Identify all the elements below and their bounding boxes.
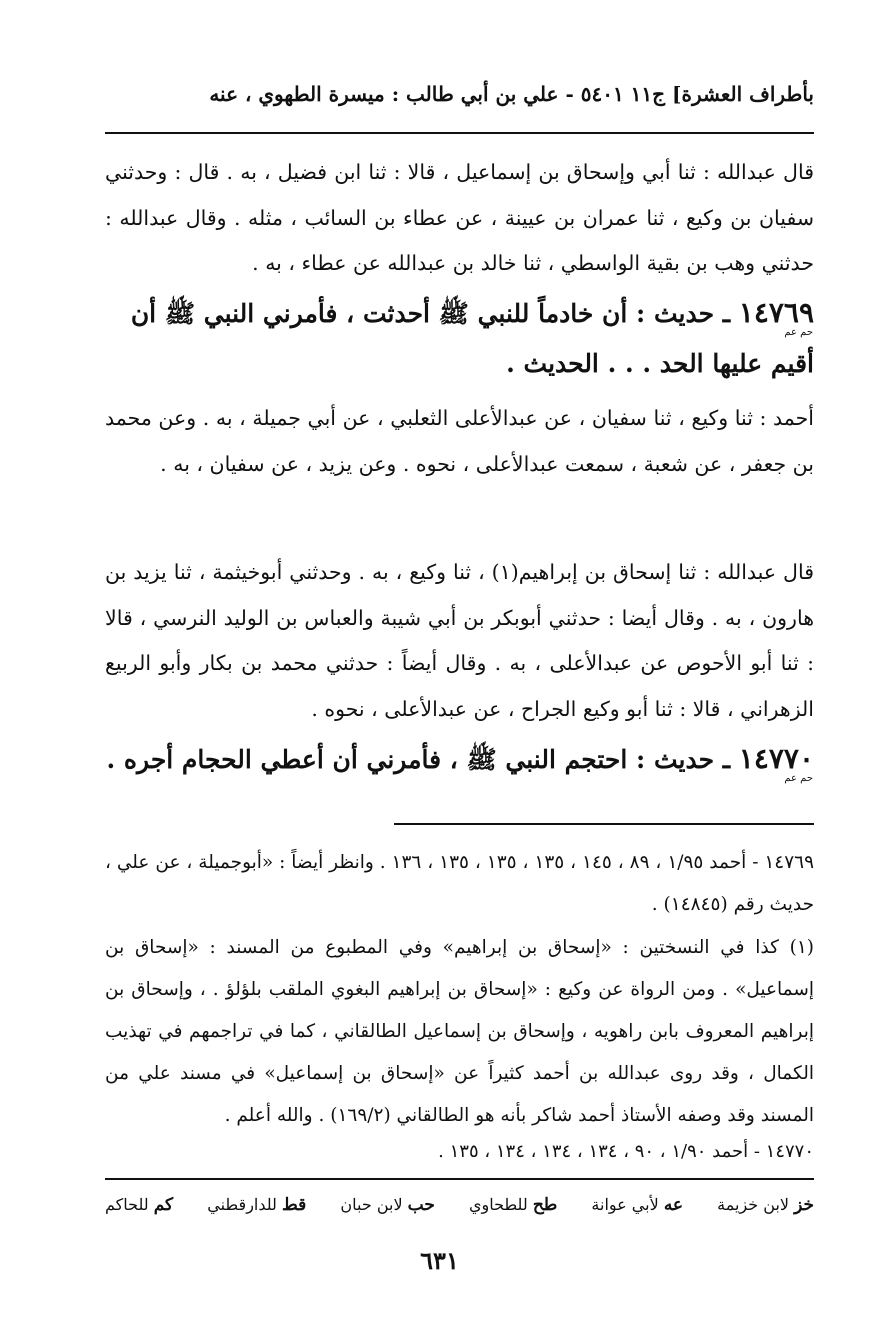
sigla-code: خز (794, 1195, 814, 1215)
sigla-code: طح (532, 1195, 558, 1215)
footnote-14769: ١٤٧٦٩ - أحمد ١/٩٥ ، ٨٩ ، ١٤٥ ، ١٣٥ ، ١٣٥ ، ١٣٥ ، ١٣٦ . وانظر أيضاً : «أبوجميلة ، عن علي ، حديث رقم (١٤٨٤٥) . (105, 852, 815, 915)
page-number: ٦٣١ (420, 1246, 459, 1275)
sigla-code: قط (282, 1195, 307, 1215)
sigla-key (105, 1190, 814, 1220)
sigla-key-item (105, 1190, 173, 1220)
sigla-label: لابن حبان (340, 1195, 403, 1214)
footnote-1: (١) كذا في النسختين : «إسحاق بن إبراهيم» وفي المطبوع من المسند : «إسحاق بن إسماعيل» . ومن الرواة عن وكيع : «إسحاق بن إبراهيم البغوي الملقب بلؤلؤ . ، وإسحاق بن إبراهيم المعروف بابن راهويه ، وإسحاق بن إسماعيل الطالقاني ، كما في تراجمهم في تهذيب الكمال ، وقد روى عبدالله بن أحمد كثيراً عن «إسحاق بن إسماعيل» في مسند علي من المسند وقد وصفه الأستاذ أحمد شاكر بأنه هو الطالقاني (١٦٩/٢) . والله أعلم . (105, 937, 814, 1126)
hadith-sigla: حم عم (784, 327, 813, 338)
hadith-entry-14769 (105, 288, 814, 389)
footnote-14770: ١٤٧٧٠ - أحمد ١/٩٠ ، ٩٠ ، ١٣٤ ، ١٣٤ ، ١٣٤ ، ١٣٥ . (438, 1141, 814, 1162)
sigla-key-item (340, 1190, 434, 1220)
sigla-code: عه (663, 1195, 684, 1215)
isnad-paragraph-1: قال عبدالله : ثنا أبي وإسحاق بن إسماعيل ، قالا : ثنا ابن فضيل ، به . قال : وحدثني سفيان بن وكيع ، ثنا عمران بن عيينة ، عن عطاء بن السائب ، مثله . وقال عبدالله : حدثني وهب بن بقية الواسطي ، ثنا خالد بن عبدالله عن عطاء ، به . (105, 160, 814, 275)
sigla-code: كم (153, 1195, 174, 1215)
sigla-label: للدارقطني (207, 1195, 277, 1214)
hadith-sigla: حم عم (784, 773, 813, 784)
sigla-label: للطحاوي (468, 1195, 528, 1214)
isnad-paragraph-2: أحمد : ثنا وكيع ، ثنا سفيان ، عن عبدالأعلى الثعلبي ، عن أبي جميلة ، به . وعن محمد بن جعفر ، عن شعبة ، سمعت عبدالأعلى ، نحوه . وعن يزيد ، عن سفيان ، به . (105, 406, 814, 476)
sigla-code: حب (407, 1195, 435, 1215)
sigla-key-item (591, 1190, 683, 1220)
sigla-label: لابن خزيمة (717, 1195, 790, 1214)
header-divider (105, 132, 814, 134)
sigla-divider (105, 1178, 814, 1180)
sigla-key-item (207, 1190, 306, 1220)
hadith-number: ١٤٧٧٠ (738, 742, 814, 775)
hadith-number: ١٤٧٦٩ (738, 296, 814, 329)
hadith-text: ـ حديث : احتجم النبي ﷺ ، فأمرني أن أعطي الحجام أجره . (106, 745, 731, 774)
isnad-paragraph-3: قال عبدالله : ثنا إسحاق بن إبراهيم(١) ، ثنا وكيع ، به . وحدثني أبوخيثمة ، ثنا يزيد بن هارون ، به . وقال أيضا : حدثني أبوبكر بن أبي شيبة والعباس بن الوليد النرسي ، قالا : ثنا أبو الأحوص عن عبدالأعلى ، به . وقال أيضاً : حدثني محمد بن بكار وأبو الربيع الزهراني ، قالا : ثنا أبو وكيع الجراح ، عن عبدالأعلى ، نحوه . (105, 560, 814, 721)
footnote-divider (394, 823, 814, 825)
sigla-label: لأبي عوانة (591, 1195, 659, 1214)
sigla-label: للحاكم (105, 1195, 149, 1214)
hadith-text: ـ حديث : أن خادماً للنبي ﷺ أحدثت ، فأمرني النبي ﷺ أن أقيم عليها الحد . . . الحديث . (130, 299, 814, 378)
sigla-key-item (717, 1190, 814, 1220)
sigla-key-item (469, 1190, 557, 1220)
running-header: بأطراف العشرة] ج١١ ٥٤٠١ - علي بن أبي طالب : ميسرة الطهوي ، عنه (209, 82, 814, 106)
hadith-entry-14770 (105, 734, 814, 785)
